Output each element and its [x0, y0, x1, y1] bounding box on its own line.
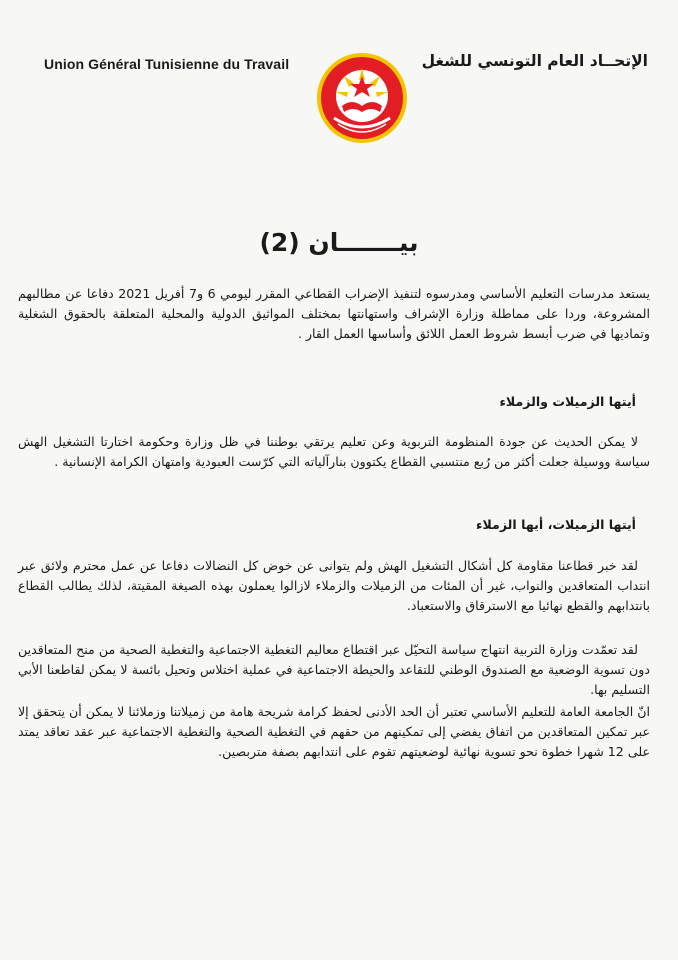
paragraph-4: انّ الجامعة العامة للتعليم الأساسي تعتبر أن الحد الأدنى لحفظ كرامة شريحة هامة من زميلاتنا وزملائنا لا يمكن أن يتحقق إلا عبر تمكين المتعاقدين من اتفاق يفضي إلى تمكينهم من حقهم في التغطية الصحية والتغطية الاجتماعية عبر عقد تعاقد يمتد على 12 شهرا خطوة نحو تسوية نهائية لوضعيتهم تقوم على انتدابهم بصفة متربصين. — [18, 704, 650, 759]
section-heading-2: أيتها الزميلات، أيها الزملاء — [476, 517, 636, 532]
paragraph-3: لقد تعمّدت وزارة التربية انتهاج سياسة التحيّل عبر اقتطاع معاليم التغطية الاجتماعية والتغطية الصحية من منح المتعاقدين دون تسوية الوضعية مع الصندوق الوطني للتقاعد والحيطة الاجتماعية في عملية اختلاس وتحيل بائسة لا يمكن لقاطعنا الأبي التسليم بها. — [18, 642, 650, 697]
org-name-french: Union Général Tunisienne du Travail — [44, 56, 290, 72]
org-name-arabic: الإتحــاد العام التونسي للشغل — [421, 52, 648, 70]
document-title: بيـــــــان (2) — [259, 228, 419, 257]
paragraph-2: لقد خبر قطاعنا مقاومة كل أشكال التشغيل الهش ولم يتوانى عن خوض كل النضالات دفاعا عن عمل محترم ولائق عبر انتداب المتعاقدين والنواب، غير أن المئات من الزميلات والزملاء لازالوا يعملون بهذه الصيغة المقيتة، لذلك يطالب القطاع بانتدابهم والقطع نهائيا مع الاسترقاق والاستعباد. — [18, 558, 650, 613]
intro-paragraph: يستعد مدرسات التعليم الأساسي ومدرسوه لتنفيذ الإضراب القطاعي المقرر ليومي 6 و7 أفريل 2021 دفاعا عن مطالبهم المشروعة، وردا على مماطلة وزارة الإشراف واستهانتها بمختلف المواثيق الدولية والمحلية المتعلقة بالحقوق الشغلية وتماديها في ضرب أبسط شروط العمل اللائق وأساسها العمل القار . — [18, 286, 650, 341]
paragraph-1: لا يمكن الحديث عن جودة المنظومة التربوية وعن تعليم يرتقي بوطننا في ظل وزارة وحكومة اختارتا التشغيل الهش سياسة ووسيلة جعلت أكثر من رُبع منتسبي القطاع يكتوون بنارآلياته التي كرّست العبودية وامتهان الكرامة الإنسانية . — [18, 434, 650, 469]
ugtt-emblem-icon — [314, 50, 410, 146]
section-heading-1: أيتها الزميلات والزملاء — [499, 394, 636, 409]
